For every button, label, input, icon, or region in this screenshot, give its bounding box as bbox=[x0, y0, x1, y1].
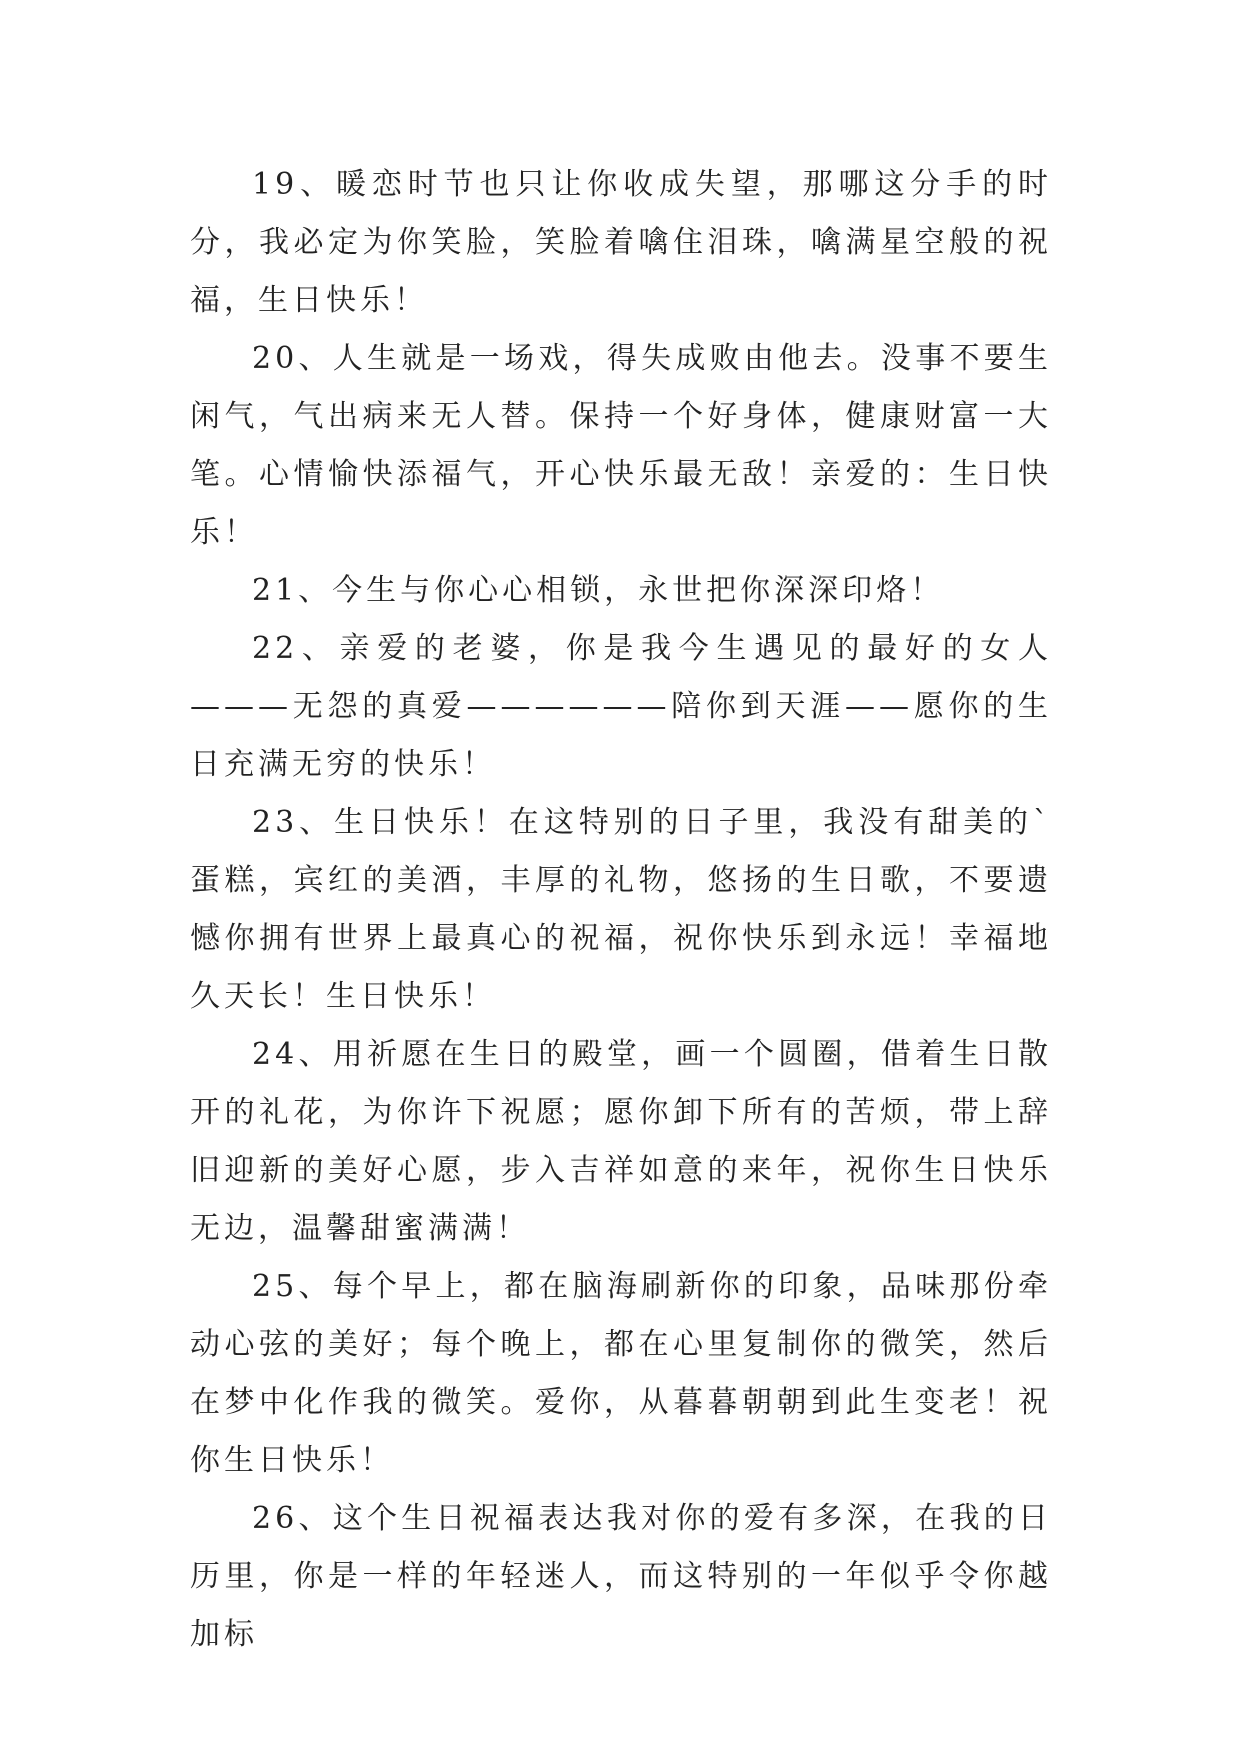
paragraph-22: 22、亲爱的老婆，你是我今生遇见的最好的女人———无怨的真爱——————陪你到天涯——愿你的生日充满无穷的快乐！ bbox=[190, 631, 1052, 782]
paragraph-24: 24、用祈愿在生日的殿堂，画一个圆圈，借着生日散开的礼花，为你许下祝愿；愿你卸下所有的苦烦，带上辞旧迎新的美好心愿，步入吉祥如意的来年，祝你生日快乐无边，温馨甜蜜满满！ bbox=[190, 1037, 1052, 1246]
paragraph-25: 25、每个早上，都在脑海刷新你的印象，品味那份牵动心弦的美好；每个晚上，都在心里复制你的微笑，然后在梦中化作我的微笑。爱你，从暮暮朝朝到此生变老！祝你生日快乐！ bbox=[190, 1269, 1052, 1478]
document-body bbox=[190, 156, 1052, 1664]
paragraph-20: 20、人生就是一场戏，得失成败由他去。没事不要生闲气，气出病来无人替。保持一个好身体，健康财富一大笔。心情愉快添福气，开心快乐最无敌！亲爱的：生日快乐！ bbox=[190, 341, 1052, 550]
paragraph-21: 21、今生与你心心相锁，永世把你深深印烙！ bbox=[252, 573, 945, 608]
paragraph-26: 26、这个生日祝福表达我对你的爱有多深，在我的日历里，你是一样的年轻迷人，而这特别的一年似乎令你越加标 bbox=[190, 1501, 1052, 1652]
paragraph-23: 23、生日快乐！在这特别的日子里，我没有甜美的`蛋糕，宾红的美酒，丰厚的礼物，悠扬的生日歌，不要遗憾你拥有世界上最真心的祝福，祝你快乐到永远！幸福地久天长！生日快乐！ bbox=[190, 805, 1052, 1014]
paragraph-19: 19、暖恋时节也只让你收成失望，那哪这分手的时分，我必定为你笑脸，笑脸着噙住泪珠，噙满星空般的祝福，生日快乐！ bbox=[190, 167, 1052, 318]
